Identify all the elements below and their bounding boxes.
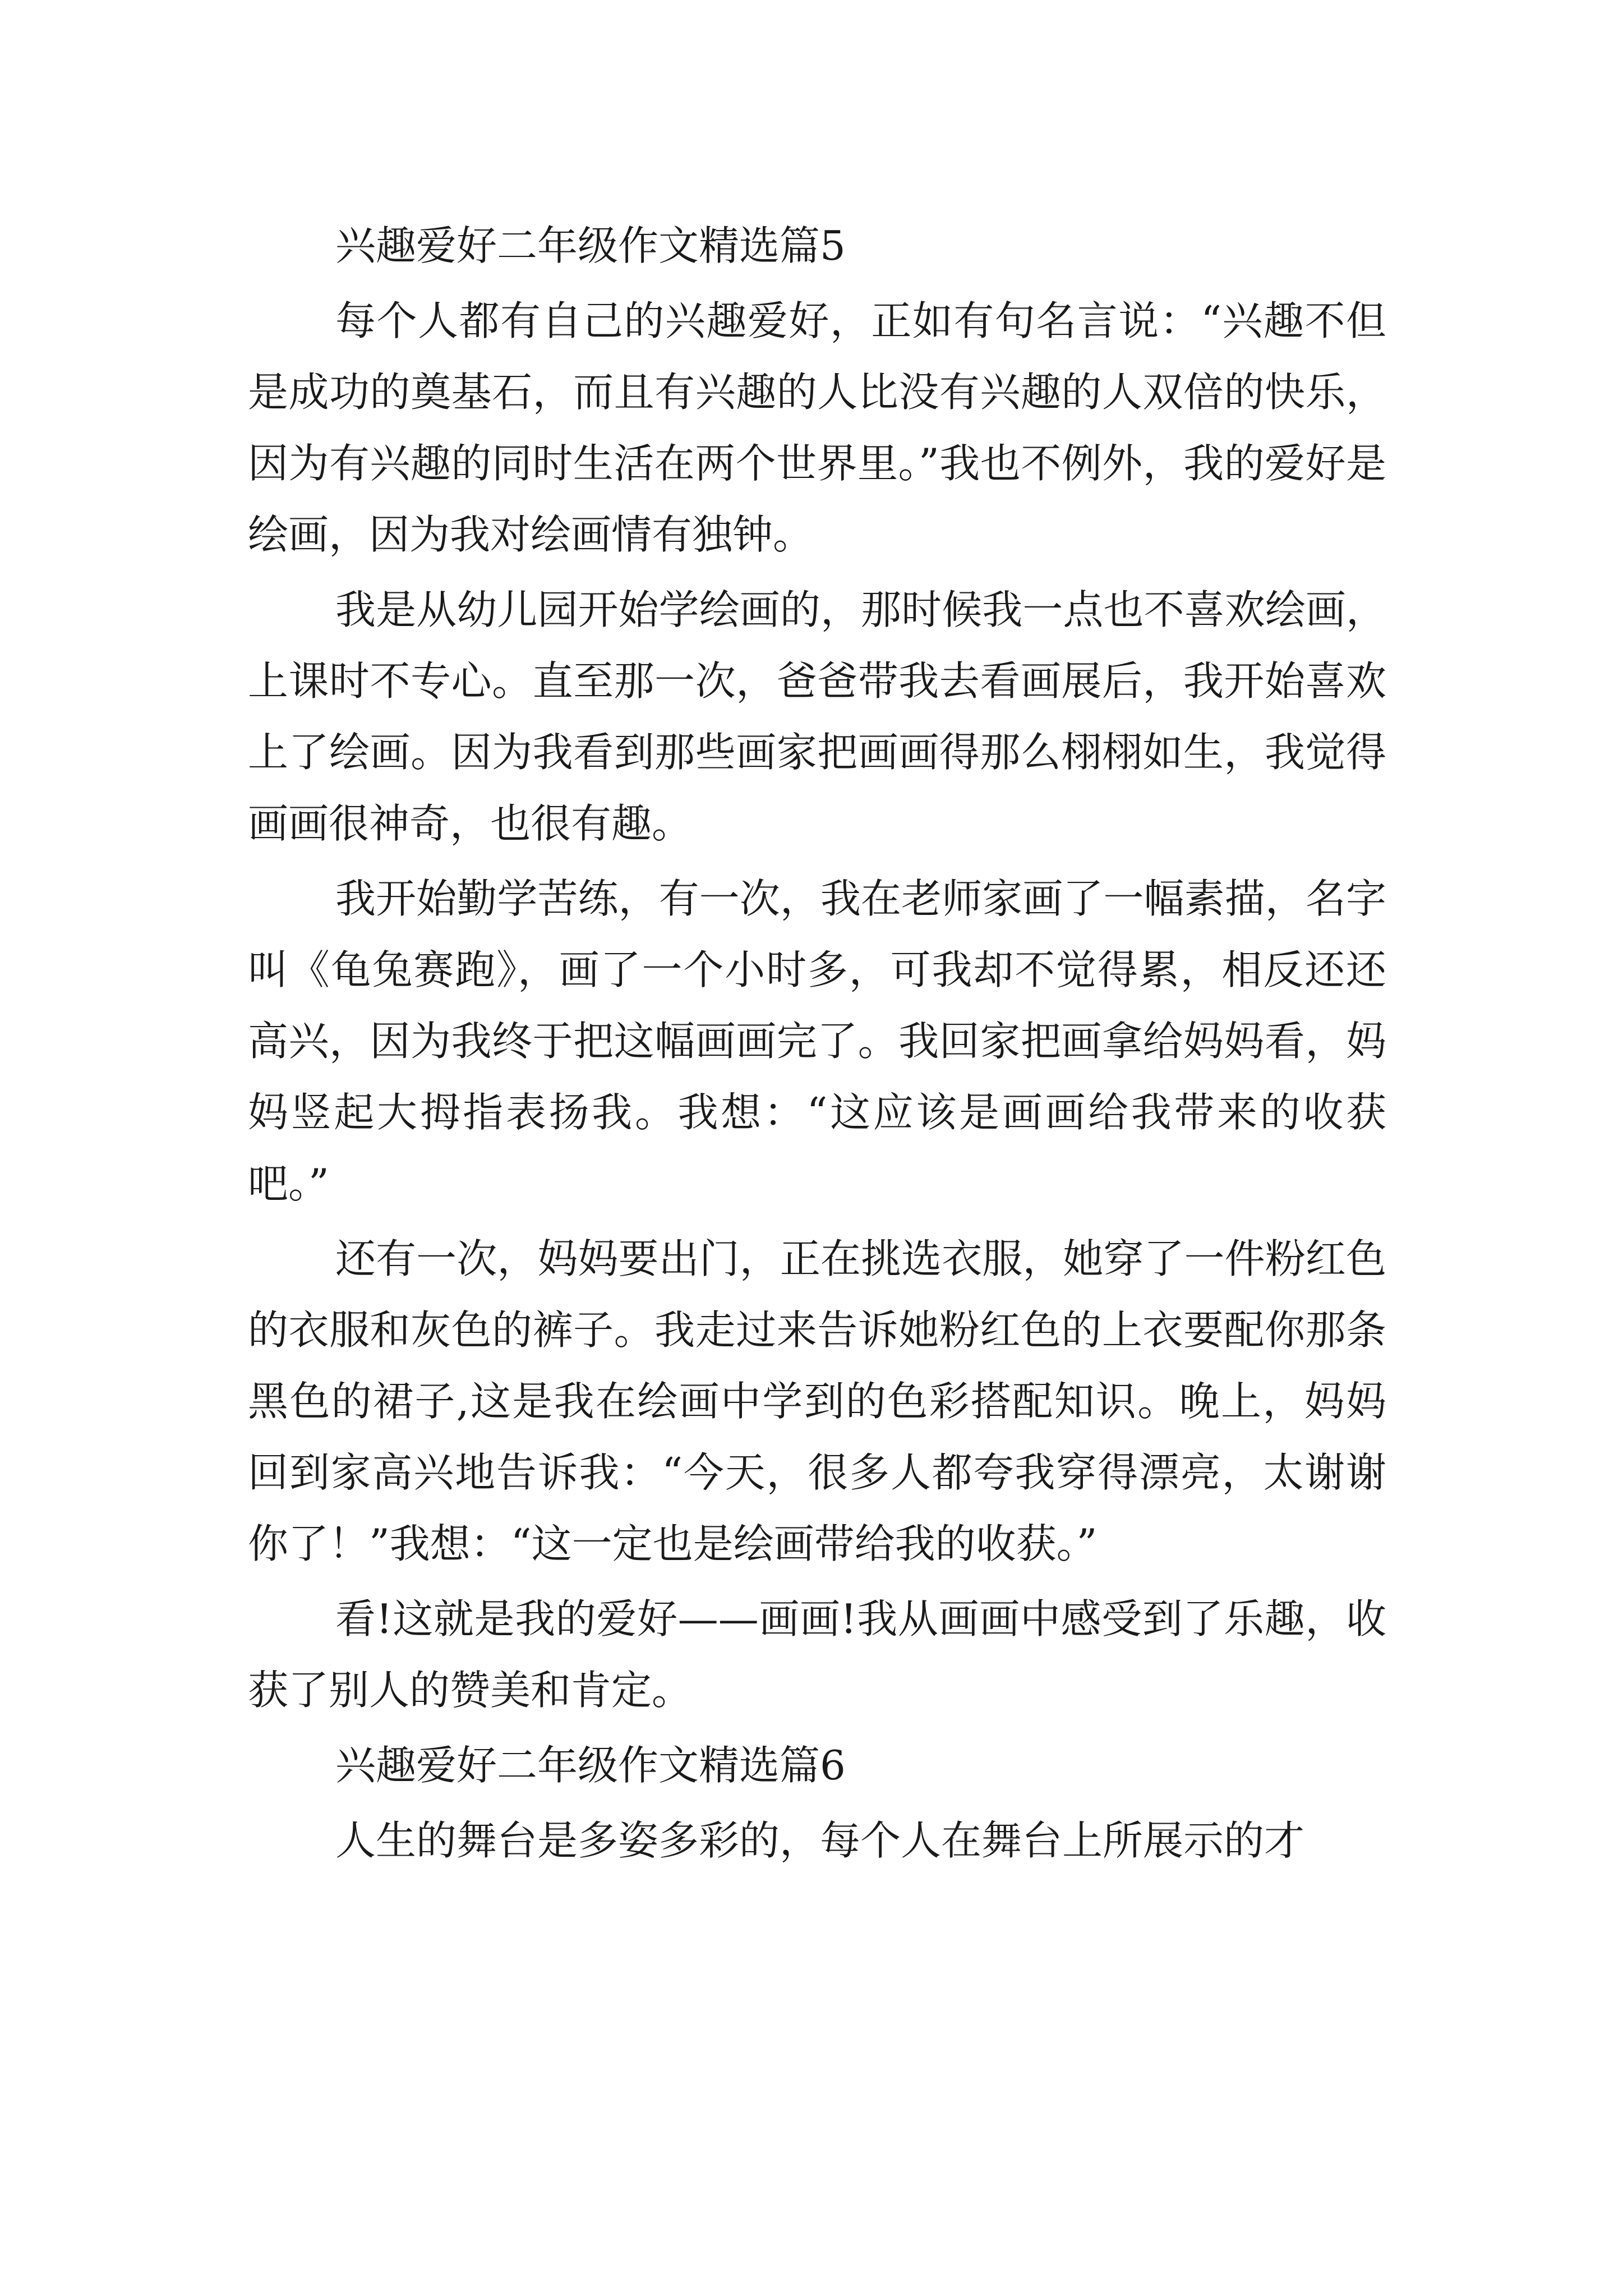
essay-6-paragraph-1: 人生的舞台是多姿多彩的，每个人在舞台上所展示的才 <box>335 1817 1305 1864</box>
essay-5-paragraph-3: 我开始勤学苦练，有一次，我在老师家画了一幅素描，名字叫《龟兔赛跑》，画了一个小时多，可我却不觉得累，相反还还高兴，因为我终于把这幅画画完了。我回家把画拿给妈妈看，妈妈竖起大拇指表扬我。我想：“这应该是画画给我带来的收获吧。” <box>248 875 1386 1207</box>
essay-5-paragraph-4: 还有一次，妈妈要出门，正在挑选衣服，她穿了一件粉红色的衣服和灰色的裤子。我走过来告诉她粉红色的上衣要配你那条黑色的裙子,这是我在绘画中学到的色彩搭配知识。晚上，妈妈回到家高兴地告诉我：“今天，很多人都夸我穿得漂亮，太谢谢你了！”我想：“这一定也是绘画带给我的收获。” <box>248 1235 1386 1567</box>
essay-5-paragraph-2: 我是从幼儿园开始学绘画的，那时候我一点也不喜欢绘画，上课时不专心。直至那一次，爸爸带我去看画展后，我开始喜欢上了绘画。因为我看到那些画家把画画得那么栩栩如生，我觉得画画很神奇，也很有趣。 <box>248 586 1386 847</box>
essay-5-heading: 兴趣爱好二年级作文精选篇5 <box>335 222 846 269</box>
essay-5-paragraph-5: 看!这就是我的爱好——画画!我从画画中感受到了乐趣，收获了别人的赞美和肯定。 <box>248 1595 1386 1714</box>
document-body <box>248 210 1386 1880</box>
essay-5-paragraph-1: 每个人都有自己的兴趣爱好，正如有句名言说：“兴趣不但是成功的奠基石，而且有兴趣的人比没有兴趣的人双倍的快乐，因为有兴趣的同时生活在两个世界里。”我也不例外，我的爱好是绘画，因为我对绘画情有独钟。 <box>248 297 1386 558</box>
essay-6-heading: 兴趣爱好二年级作文精选篇6 <box>335 1742 846 1789</box>
